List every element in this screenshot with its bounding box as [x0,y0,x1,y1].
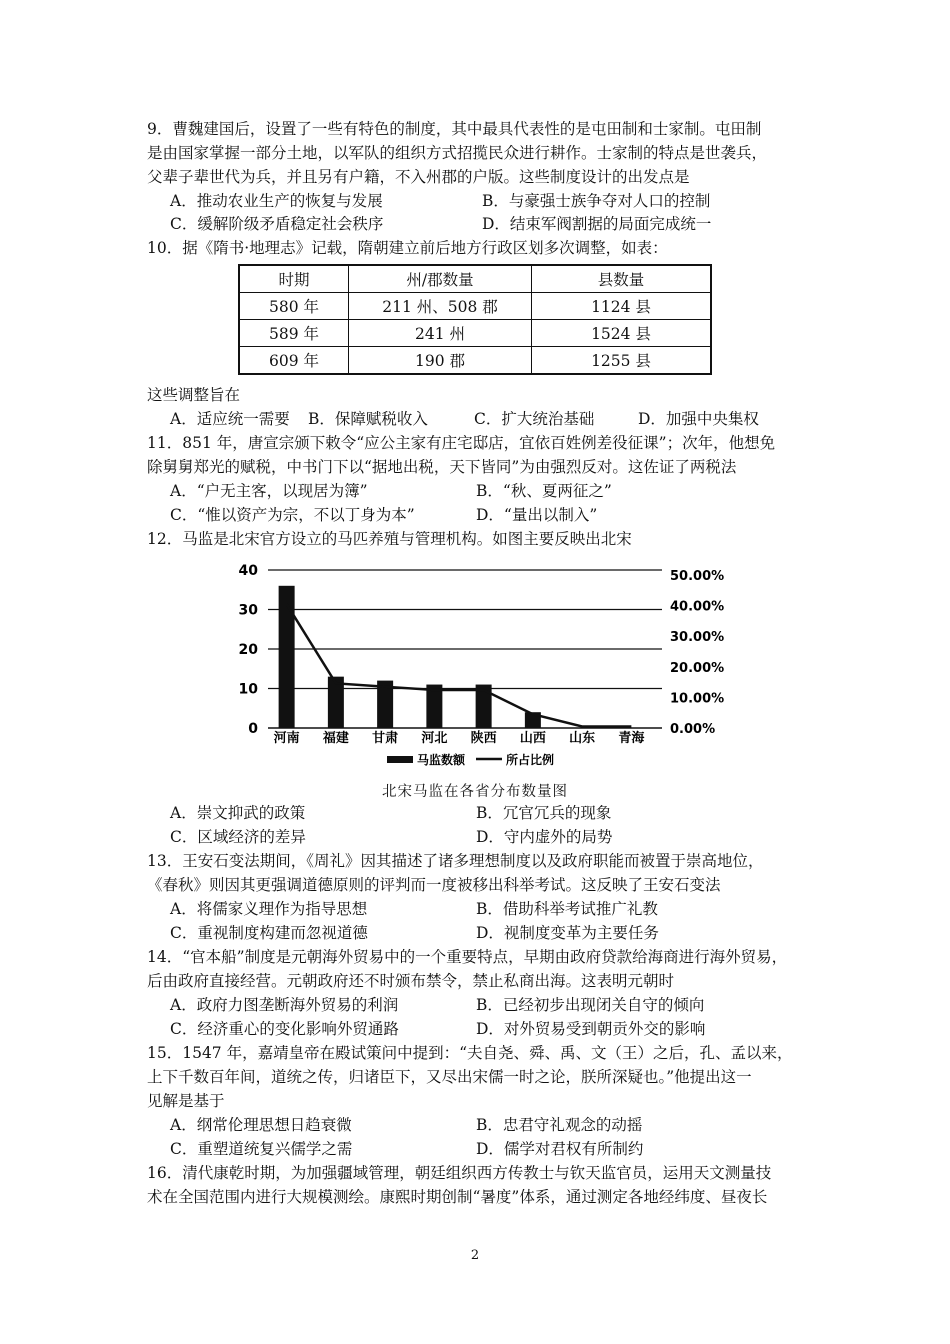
q13-option-d: D．视制度变革为主要任务 [476,924,659,942]
table-cell: 1255 县 [532,347,712,375]
horse-farm-chart [230,558,730,798]
q14-option-d: D．对外贸易受到朝贡外交的影响 [476,1020,706,1038]
q10-option-a: A．适应统一需要 [170,410,290,428]
table-header: 县数量 [532,265,712,293]
chart-bars [279,586,541,728]
q10-stem-2: 这些调整旨在 [147,386,241,404]
table-row [239,347,711,375]
q9-stem-2: 是由国家掌握一部分土地，以军队的组织方式招揽民众进行耕作。士家制的特点是世袭兵， [147,144,768,162]
q11-option-c: C．“惟以资产为宗，不以丁身为本” [170,506,415,524]
category-label: 山东 [569,731,596,746]
q15-stem-2: 上下千数百年间，道统之传，归诸臣下，又尽出宋儒一时之论，朕所深疑也。”他提出这一 [147,1068,752,1086]
q12-option-d: D．守内虚外的局势 [476,828,613,846]
left-tick-label: 0 [248,721,258,737]
q11-option-d: D．“量出以制入” [476,506,598,524]
bar-河南 [279,586,295,728]
q12-option-c: C．区域经济的差异 [170,828,306,846]
table-cell: 589 年 [239,320,349,347]
legend-bar-swatch [387,756,413,763]
category-label: 河南 [273,731,300,746]
category-label: 甘肃 [372,731,399,746]
chart-caption: 北宋马监在各省分布数量图 [382,784,568,800]
chart-x-axis [274,730,646,746]
table-header: 时期 [239,265,349,293]
category-label: 青海 [618,731,645,746]
category-label: 陕西 [470,731,497,746]
q9-stem-1: 9．曹魏建国后，设置了一些有特色的制度，其中最具代表性的是屯田制和士家制。屯田制 [147,120,762,138]
q15-stem-1: 15．1547 年，嘉靖皇帝在殿试策问中提到：“夫自尧、舜、禹、文（王）之后，孔、孟以来， [147,1044,793,1062]
q13-stem-1: 13．王安石变法期间，《周礼》因其描述了诸多理想制度以及政府职能而被置于崇高地位， [147,852,764,870]
q9-option-b: B．与豪强士族争夺对人口的控制 [482,192,711,210]
page-number: 2 [470,1248,480,1263]
q10-option-c: C．扩大统治基础 [474,410,595,428]
q14-option-b: B．已经初步出现闭关自守的倾向 [476,996,705,1014]
q10-option-d: D．加强中央集权 [638,410,759,428]
right-tick-label: 20.00% [670,660,725,676]
table-cell: 1124 县 [532,293,712,320]
category-label: 山西 [519,731,546,746]
q11-stem-2: 除舅舅郑光的赋税，中书门下以“据地出税，天下皆同”为由强烈反对。这佐证了两税法 [147,458,737,476]
chart-right-axis [670,569,724,737]
q11-stem-1: 11．851 年，唐宣宗颁下敕令“应公主家有庄宅邸店，宜依百姓例差役征课”；次年，他想免 [147,434,776,452]
q11-option-a: A．“户无主客，以现居为簿” [170,482,368,500]
right-tick-label: 30.00% [670,630,725,646]
q15-option-b: B．忠君守礼观念的动摇 [476,1116,643,1134]
q13-stem-2: 《春秋》则因其更强调道德原则的评判而一度被移出科举考试。这反映了王安石变法 [147,876,721,894]
table-row [239,320,711,347]
q10-stem-1: 10．据《隋书·地理志》记载，隋朝建立前后地方行政区划多次调整，如表： [147,239,668,257]
q9-option-a: A．推动农业生产的恢复与发展 [170,192,383,210]
q15-stem-3: 见解是基于 [147,1092,225,1110]
left-tick-label: 30 [238,602,258,619]
q16-stem-2: 术在全国范围内进行大规模测绘。康熙时期创制“暑度”体系，通过测定各地经纬度、昼夜长 [147,1188,768,1206]
left-tick-label: 10 [238,681,258,698]
chart-left-axis [239,563,259,737]
q14-stem-1: 14．“官本船”制度是元朝海外贸易中的一个重要特点，早期由政府贷款给海商进行海外贸易， [147,948,788,966]
category-label: 福建 [322,731,349,746]
q13-option-a: A．将儒家义理作为指导思想 [170,900,368,918]
table-cell: 580 年 [239,293,349,320]
q9-option-d: D．结束军阀割据的局面完成统一 [482,215,712,233]
table-header-row [239,265,711,293]
left-tick-label: 40 [238,563,258,579]
left-tick-label: 20 [238,642,258,658]
right-tick-label: 10.00% [670,691,725,707]
q15-option-d: D．儒学对君权有所制约 [476,1140,644,1158]
q10-table [238,264,712,375]
table-cell: 190 郡 [349,347,532,375]
q11-option-b: B．“秋、夏两征之” [476,482,612,500]
table-cell: 609 年 [239,347,349,375]
q14-option-c: C．经济重心的变化影响外贸通路 [170,1020,399,1038]
q9-stem-3: 父辈子辈世代为兵，并且另有户籍，不入州郡的户版。这些制度设计的出发点是 [147,168,690,186]
table-cell: 1524 县 [532,320,712,347]
q15-option-a: A．纲常伦理思想日趋衰微 [170,1116,352,1134]
table-cell: 241 州 [349,320,532,347]
q14-option-a: A．政府力图垄断海外贸易的利润 [170,996,399,1014]
table-row [239,293,711,320]
right-tick-label: 40.00% [670,599,725,615]
q12-option-a: A．崇文抑武的政策 [170,804,306,822]
chart-gridlines [268,570,662,728]
table-cell: 211 州、508 郡 [349,293,532,320]
right-tick-label: 50.00% [670,569,725,584]
q10-option-b: B．保障赋税收入 [308,410,428,428]
right-tick-label: 0.00% [670,722,716,737]
q9-option-c: C．缓解阶级矛盾稳定社会秩序 [170,215,384,233]
table-header: 州/郡数量 [349,265,532,293]
chart-legend [387,752,554,767]
q13-option-b: B．借助科举考试推广礼教 [476,900,658,918]
q13-option-c: C．重视制度构建而忽视道德 [170,924,368,942]
q15-option-c: C．重塑道统复兴儒学之需 [170,1140,353,1158]
q12-option-b: B．冗官冗兵的现象 [476,804,612,822]
category-label: 河北 [421,731,448,746]
q12-stem-1: 12．马监是北宋官方设立的马匹养殖与管理机构。如图主要反映出北宋 [147,530,632,548]
q14-stem-2: 后由政府直接经营。元朝政府还不时颁布禁令，禁止私商出海。这表明元朝时 [147,972,675,990]
q16-stem-1: 16．清代康乾时期，为加强疆域管理，朝廷组织西方传教士与钦天监官员，运用天文测量技 [147,1164,772,1182]
legend-bar-label: 马监数额 [417,753,466,767]
legend-line-label: 所占比例 [506,753,555,767]
